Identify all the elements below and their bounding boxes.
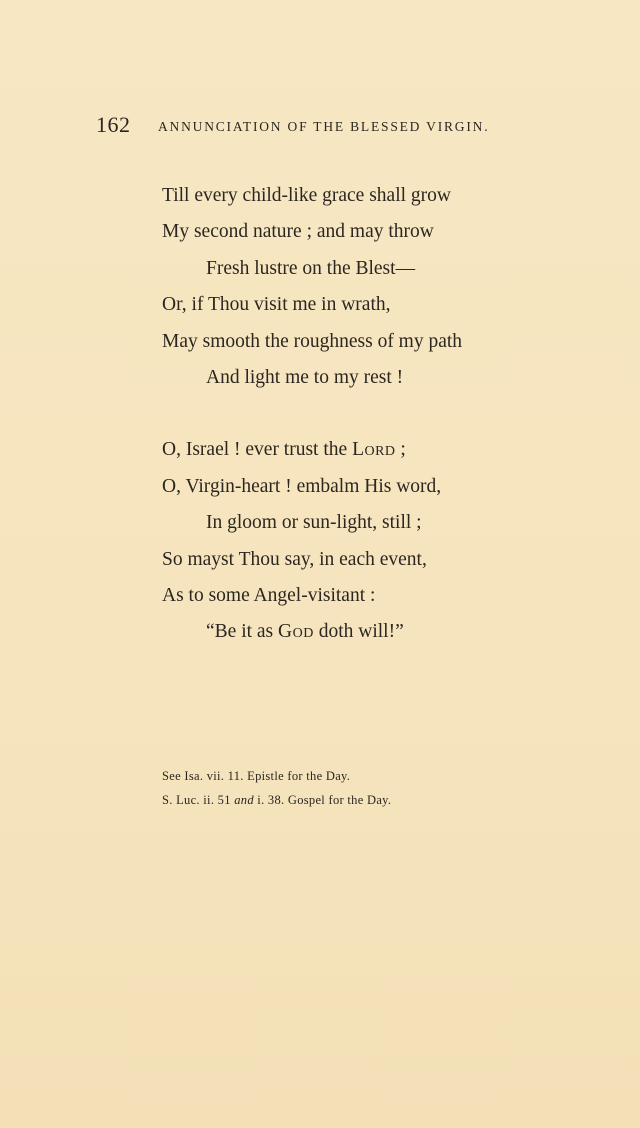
line-text: O, Israel ! ever trust the [162,439,353,461]
running-head [96,112,536,140]
small-caps-word: God [278,621,314,643]
line-text: doth will!” [313,621,404,643]
poem-line: So mayst Thou say, in each event, [162,548,427,570]
poem-line-indented [162,614,542,650]
poem-line: May smooth the roughness of my path [162,330,463,352]
poem-line: My second nature ; and may throw [162,221,434,243]
poem-line-indented: And light me to my rest ! [206,366,404,388]
poem-line-indented: Fresh lustre on the Blest— [206,257,416,279]
poem-line: Or, if Thou visit me in wrath, [162,294,391,316]
footnote: See Isa. vii. 11. Epistle for the Day. [162,769,351,783]
poem-line: As to some Angel-visitant : [162,584,376,606]
small-caps-word: Lord [352,439,396,461]
line-text: “Be it as [206,621,279,643]
line-text: ; [395,439,406,461]
stanza-2 [162,432,542,650]
poem-line: Till every child-like grace shall grow [162,185,451,206]
running-head-title: ANNUNCIATION OF THE BLESSED VIRGIN. [158,119,490,134]
page-number: 162 [96,112,131,137]
footnote [162,788,502,812]
poem [162,178,542,687]
note-italic: and [234,793,254,807]
stanza-1 [162,178,542,396]
note-text: i. 38. Gospel for the Day. [253,793,392,807]
poem-line: O, Virgin-heart ! embalm His word, [162,475,442,497]
poem-line-indented: In gloom or sun-light, still ; [206,512,422,534]
note-text: S. Luc. ii. 51 [162,793,235,807]
footnotes [162,764,502,812]
poem-line [162,432,542,468]
